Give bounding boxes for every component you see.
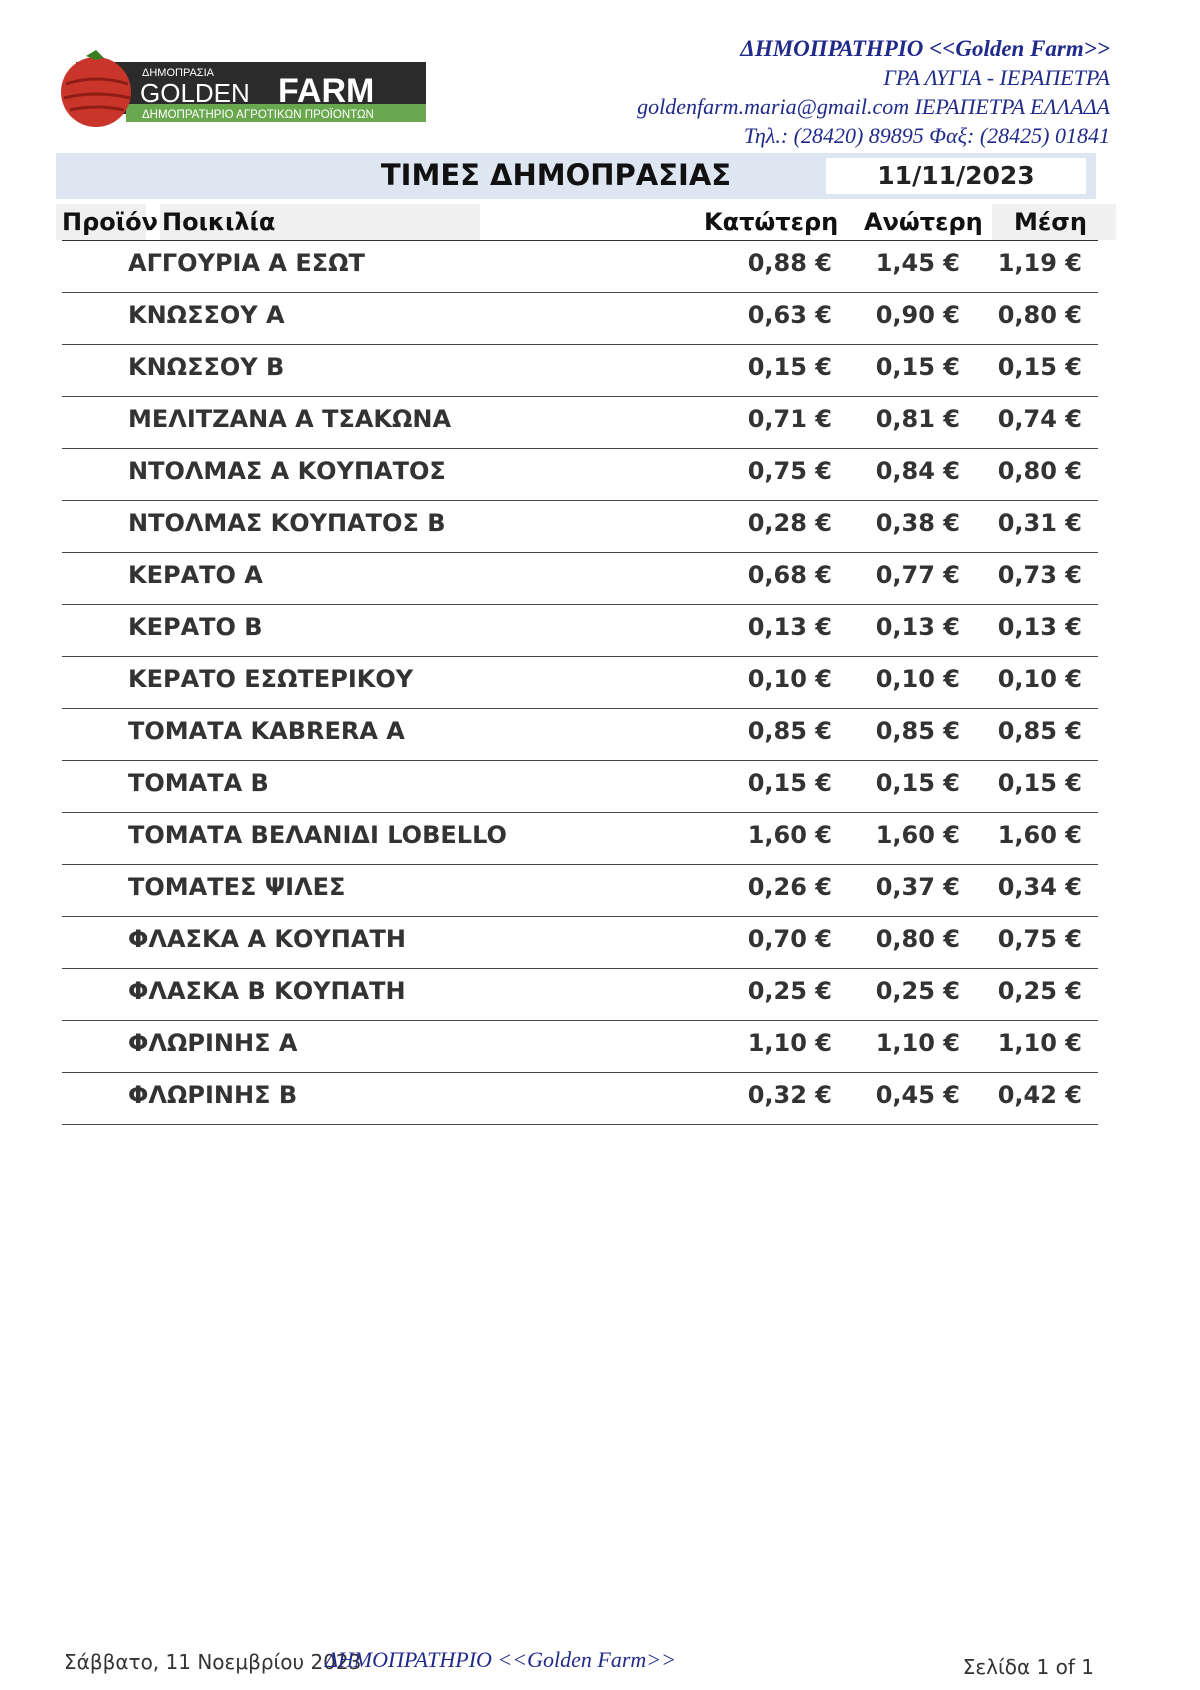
price-avg: 1,10 €	[997, 1029, 1082, 1057]
logo-golden: GOLDEN	[140, 78, 250, 108]
tomato-icon	[61, 57, 131, 127]
product-name: ΦΛΩΡΙΝΗΣ Α	[128, 1029, 298, 1057]
price-high: 0,37 €	[875, 873, 960, 901]
price-low: 0,70 €	[747, 925, 832, 953]
price-high: 0,85 €	[875, 717, 960, 745]
table-row	[62, 1073, 1098, 1125]
table-row	[62, 865, 1098, 917]
price-low: 0,15 €	[747, 353, 832, 381]
company-name: ΔΗΜΟΠΡΑΤΗΡΙΟ <<Golden Farm>>	[740, 36, 1110, 61]
product-name: ΦΛΑΣΚΑ Β ΚΟΥΠΑΤΗ	[128, 977, 406, 1005]
footer-company: ΔΗΜΟΠΡΑΤΗΡΙΟ <<Golden Farm>>	[325, 1647, 676, 1672]
price-high: 0,81 €	[875, 405, 960, 433]
price-high: 0,77 €	[875, 561, 960, 589]
title-bar	[56, 153, 1096, 199]
table-row	[62, 917, 1098, 969]
table-row	[62, 345, 1098, 397]
price-avg: 1,60 €	[997, 821, 1082, 849]
price-high: 0,45 €	[875, 1081, 960, 1109]
company-address: ΓΡΑ ΛΥΓΙΑ - ΙΕΡΑΠΕΤΡΑ	[883, 65, 1110, 90]
product-name: ΚΝΩΣΣΟΥ Β	[128, 353, 285, 381]
price-high: 1,10 €	[875, 1029, 960, 1057]
price-avg: 0,10 €	[997, 665, 1082, 693]
price-avg: 0,15 €	[997, 769, 1082, 797]
logo-small-text: ΔΗΜΟΠΡΑΣΙΑ	[142, 67, 215, 79]
price-high: 0,25 €	[875, 977, 960, 1005]
price-low: 0,10 €	[747, 665, 832, 693]
product-name: ΝΤΟΛΜΑΣ ΚΟΥΠΑΤΟΣ Β	[128, 509, 446, 537]
logo-tagline: ΔΗΜΟΠΡΑΤΗΡΙΟ ΑΓΡΟΤΙΚΩΝ ΠΡΟΪΟΝΤΩΝ	[142, 109, 374, 121]
price-high: 1,45 €	[875, 249, 960, 277]
table-row	[62, 969, 1098, 1021]
product-name: ΤΟΜΑΤΕΣ ΨΙΛΕΣ	[128, 873, 346, 901]
price-high: 0,15 €	[875, 353, 960, 381]
price-table	[62, 241, 1098, 1125]
price-avg: 0,15 €	[997, 353, 1082, 381]
price-avg: 0,25 €	[997, 977, 1082, 1005]
product-name: ΦΛΑΣΚΑ Α ΚΟΥΠΑΤΗ	[128, 925, 406, 953]
price-low: 1,60 €	[747, 821, 832, 849]
product-name: ΚΕΡΑΤΟ ΕΣΩΤΕΡΙΚΟΥ	[128, 665, 414, 693]
price-high: 0,15 €	[875, 769, 960, 797]
table-row	[62, 1021, 1098, 1073]
company-phone-fax: Τηλ.: (28420) 89895 Φαξ: (28425) 01841	[743, 123, 1110, 148]
price-low: 0,28 €	[747, 509, 832, 537]
product-name: ΜΕΛΙΤΖΑΝΑ Α ΤΣΑΚΩΝΑ	[128, 405, 452, 433]
table-row	[62, 397, 1098, 449]
price-low: 0,25 €	[747, 977, 832, 1005]
price-avg: 0,85 €	[997, 717, 1082, 745]
price-low: 0,75 €	[747, 457, 832, 485]
column-headers	[56, 204, 1116, 242]
footer-date: Σάββατο, 11 Νοεμβρίου 2023	[64, 1650, 362, 1674]
table-row	[62, 657, 1098, 709]
price-high: 0,13 €	[875, 613, 960, 641]
price-avg: 0,31 €	[997, 509, 1082, 537]
price-avg: 1,19 €	[997, 249, 1082, 277]
header-variety: Ποικιλία	[162, 208, 276, 236]
product-name: ΚΝΩΣΣΟΥ Α	[128, 301, 285, 329]
table-row	[62, 813, 1098, 865]
price-high: 0,10 €	[875, 665, 960, 693]
product-name: ΤΟΜΑΤΑ KABRERA Α	[128, 717, 405, 745]
product-name: ΑΓΓΟΥΡΙΑ Α ΕΣΩΤ	[128, 249, 365, 277]
price-avg: 0,73 €	[997, 561, 1082, 589]
price-avg: 0,42 €	[997, 1081, 1082, 1109]
price-low: 1,10 €	[747, 1029, 832, 1057]
price-low: 0,68 €	[747, 561, 832, 589]
logo-farm: FARM	[278, 72, 375, 110]
table-row	[62, 449, 1098, 501]
price-low: 0,63 €	[747, 301, 832, 329]
price-avg: 0,13 €	[997, 613, 1082, 641]
price-high: 0,38 €	[875, 509, 960, 537]
header-low: Κατώτερη	[704, 208, 839, 236]
table-row	[62, 761, 1098, 813]
price-avg: 0,80 €	[997, 457, 1082, 485]
price-low: 0,13 €	[747, 613, 832, 641]
price-avg: 0,74 €	[997, 405, 1082, 433]
table-row	[62, 293, 1098, 345]
price-low: 0,71 €	[747, 405, 832, 433]
price-high: 0,80 €	[875, 925, 960, 953]
company-email-city: goldenfarm.maria@gmail.com ΙΕΡΑΠΕΤΡΑ ΕΛΛΑΔΑ	[637, 94, 1110, 119]
product-name: ΝΤΟΛΜΑΣ Α ΚΟΥΠΑΤΟΣ	[128, 457, 446, 485]
product-name: ΚΕΡΑΤΟ Α	[128, 561, 263, 589]
price-avg: 0,80 €	[997, 301, 1082, 329]
price-low: 0,88 €	[747, 249, 832, 277]
price-high: 0,90 €	[875, 301, 960, 329]
price-low: 0,85 €	[747, 717, 832, 745]
price-low: 0,26 €	[747, 873, 832, 901]
product-name: ΚΕΡΑΤΟ Β	[128, 613, 263, 641]
header-high: Ανώτερη	[864, 208, 983, 236]
product-name: ΤΟΜΑΤΑ Β	[128, 769, 269, 797]
header-avg: Μέση	[1014, 208, 1088, 236]
page-title: ΤΙΜΕΣ ΔΗΜΟΠΡΑΣΙΑΣ	[380, 158, 732, 192]
product-name: ΤΟΜΑΤΑ ΒΕΛΑΝΙΔΙ LOBELLO	[128, 821, 507, 849]
table-row	[62, 501, 1098, 553]
company-info	[637, 34, 1110, 150]
table-row	[62, 605, 1098, 657]
auction-date: 11/11/2023	[826, 158, 1086, 194]
price-avg: 0,34 €	[997, 873, 1082, 901]
company-logo	[56, 50, 426, 130]
price-high: 0,84 €	[875, 457, 960, 485]
header-product: Προϊόν	[62, 208, 158, 236]
price-low: 0,32 €	[747, 1081, 832, 1109]
price-high: 1,60 €	[875, 821, 960, 849]
table-row	[62, 553, 1098, 605]
price-avg: 0,75 €	[997, 925, 1082, 953]
price-low: 0,15 €	[747, 769, 832, 797]
footer-page-number: Σελίδα 1 of 1	[962, 1655, 1094, 1679]
table-row	[62, 241, 1098, 293]
table-row	[62, 709, 1098, 761]
product-name: ΦΛΩΡΙΝΗΣ Β	[128, 1081, 298, 1109]
